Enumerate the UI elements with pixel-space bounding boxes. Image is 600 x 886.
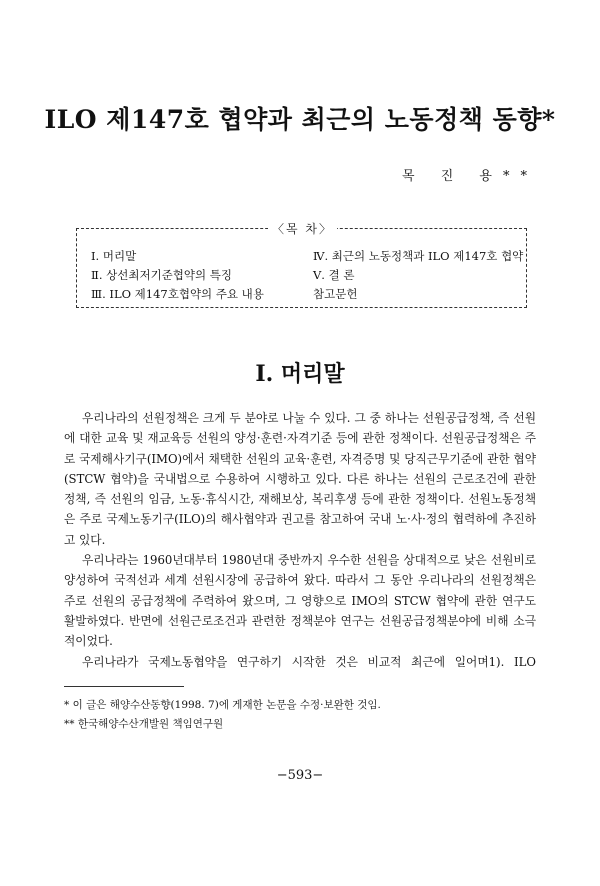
toc-heading: 〈목 차〉 [77, 220, 528, 237]
paragraph: 우리나라의 선원정책은 크게 두 분야로 나눌 수 있다. 그 중 하나는 선원공급정책, 즉 선원에 대한 교육 및 재교육등 선원의 양성·훈련·자격기준 등에 관한 정책이다. 선원공급정책은 주로 국제해사기구(IMO)에서 채택한 선원의 교육·훈련, 자격증명 및 당직근무기준에 관한 협약(STCW 협약)을 국내법으로 수용하여 시행하고 있다. 다른 하나는 선원의 근로조건에 관한 정책, 즉 선원의 임금, 노동·휴식시간, 재해보상, 복리후생 등에 관한 정책이다. 선원노동정책은 주로 국제노동기구(ILO)의 해사협약과 권고를 참고하여 국내 노·사·정의 협력하에 추진하고 있다. [64, 411, 536, 547]
paragraph: 우리나라가 국제노동협약을 연구하기 시작한 것은 비교적 최근에 일어며1). ILO [82, 654, 536, 669]
body-text [64, 408, 536, 672]
paper-title: ILO 제147호 협약과 최근의 노동정책 동향* [44, 105, 556, 134]
toc-item: 참고문헌 [313, 287, 358, 301]
toc-item: Ⅳ. 최근의 노동정책과 ILO 제147호 협약 [313, 249, 524, 263]
toc-item: Ⅱ. 상선최저기준협약의 특징 [91, 268, 232, 282]
toc-item: Ⅰ. 머리말 [91, 249, 137, 263]
toc-item: Ⅴ. 결 론 [313, 268, 355, 282]
author-name: 목 진 용** [402, 169, 538, 184]
footnote: * 이 글은 해양수산동향(1998. 7)에 게재한 논문을 수정·보완한 것임. [64, 699, 381, 711]
toc-item: Ⅲ. ILO 제147호협약의 주요 내용 [91, 287, 264, 301]
footnote-divider [64, 686, 184, 687]
paragraph: 우리나라는 1960년대부터 1980년대 중반까지 우수한 선원을 상대적으로 낮은 선원비로 양성하여 국적선과 세계 선원시장에 공급하여 왔다. 따라서 그 동안 우리나라의 선원정책은 주로 선원의 공급정책에 주력하여 왔으며, 그 영향으로 IMO의 STCW 협약에 관한 연구도 활발하였다. 반면에 선원근로조건과 관련한 정책분야 연구는 선원공급정책분야에 비해 소극적이었다. [64, 553, 536, 649]
section-heading: Ⅰ. 머리말 [255, 361, 345, 387]
footnote: ** 한국해양수산개발원 책임연구원 [64, 718, 224, 730]
table-of-contents [76, 222, 527, 308]
page-number: −593− [276, 768, 324, 783]
